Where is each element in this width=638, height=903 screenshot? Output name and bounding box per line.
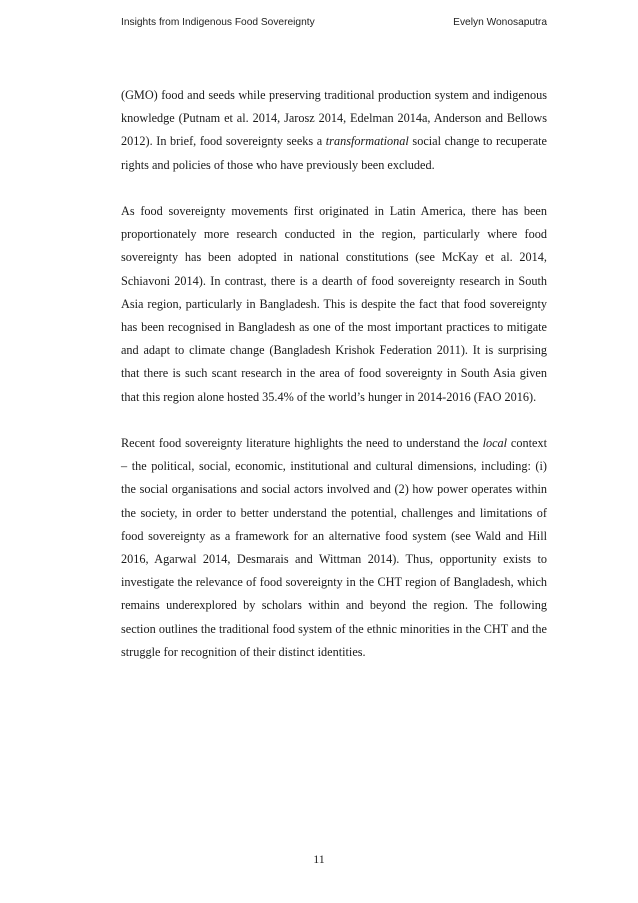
paragraph-3-text-a: Recent food sovereignty literature highlights the need to understand the	[121, 436, 483, 451]
running-header	[121, 17, 547, 33]
paragraph-3	[121, 432, 547, 664]
header-title: Insights from Indigenous Food Sovereignty	[121, 17, 315, 28]
paragraph-3-text-b: context – the political, social, economic, institutional and cultural dimensions, including: (i) the social organisations and social actors involved and (2) how power operates within the society, in order to better understand the potential, challenges and limitations of food sovereignty as a framework for an alternative food system (see Wald and Hill 2016, Agarwal 2014, Desmarais and Wittman 2014). Thus, opportunity exists to investigate the relevance of food sovereignty in the CHT region of Bangladesh, which remains underexplored by scholars within and beyond the region. The following section outlines the traditional food system of the ethnic minorities in the CHT and the struggle for recognition of their distinct identities.	[121, 436, 547, 659]
body-text	[121, 84, 547, 687]
header-author: Evelyn Wonosaputra	[453, 17, 547, 28]
paragraph-3-emphasis: local	[482, 436, 508, 451]
paragraph-1-text-a: (GMO) food and seeds while preserving traditional production system and indigenous knowledge (Putnam et al. 2014, Jarosz 2014, Edelman 2014a, Anderson and Bellows 2012). In brief, food sovereignty seeks a	[121, 88, 547, 149]
page-number: 11	[313, 852, 325, 866]
paragraph-1	[121, 84, 547, 177]
paragraph-1-text-b: social change to recuperate rights and policies of those who have previously been excluded.	[121, 134, 547, 172]
paragraph-1-emphasis: transformational	[325, 134, 409, 149]
paragraph-2: As food sovereignty movements first originated in Latin America, there has been proportionately more research conducted in the region, particularly where food sovereignty has been adopted in national constitutions (see McKay et al. 2014, Schiavoni 2014). In contrast, there is a dearth of food sovereignty research in South Asia region, particularly in Bangladesh. This is despite the fact that food sovereignty has been recognised in Bangladesh as one of the most important practices to mitigate and adapt to climate change (Bangladesh Krishok Federation 2011). It is surprising that there is such scant research in the area of food sovereignty in South Asia given that this region alone hosted 35.4% of the world’s hunger in 2014-2016 (FAO 2016).	[121, 204, 547, 404]
